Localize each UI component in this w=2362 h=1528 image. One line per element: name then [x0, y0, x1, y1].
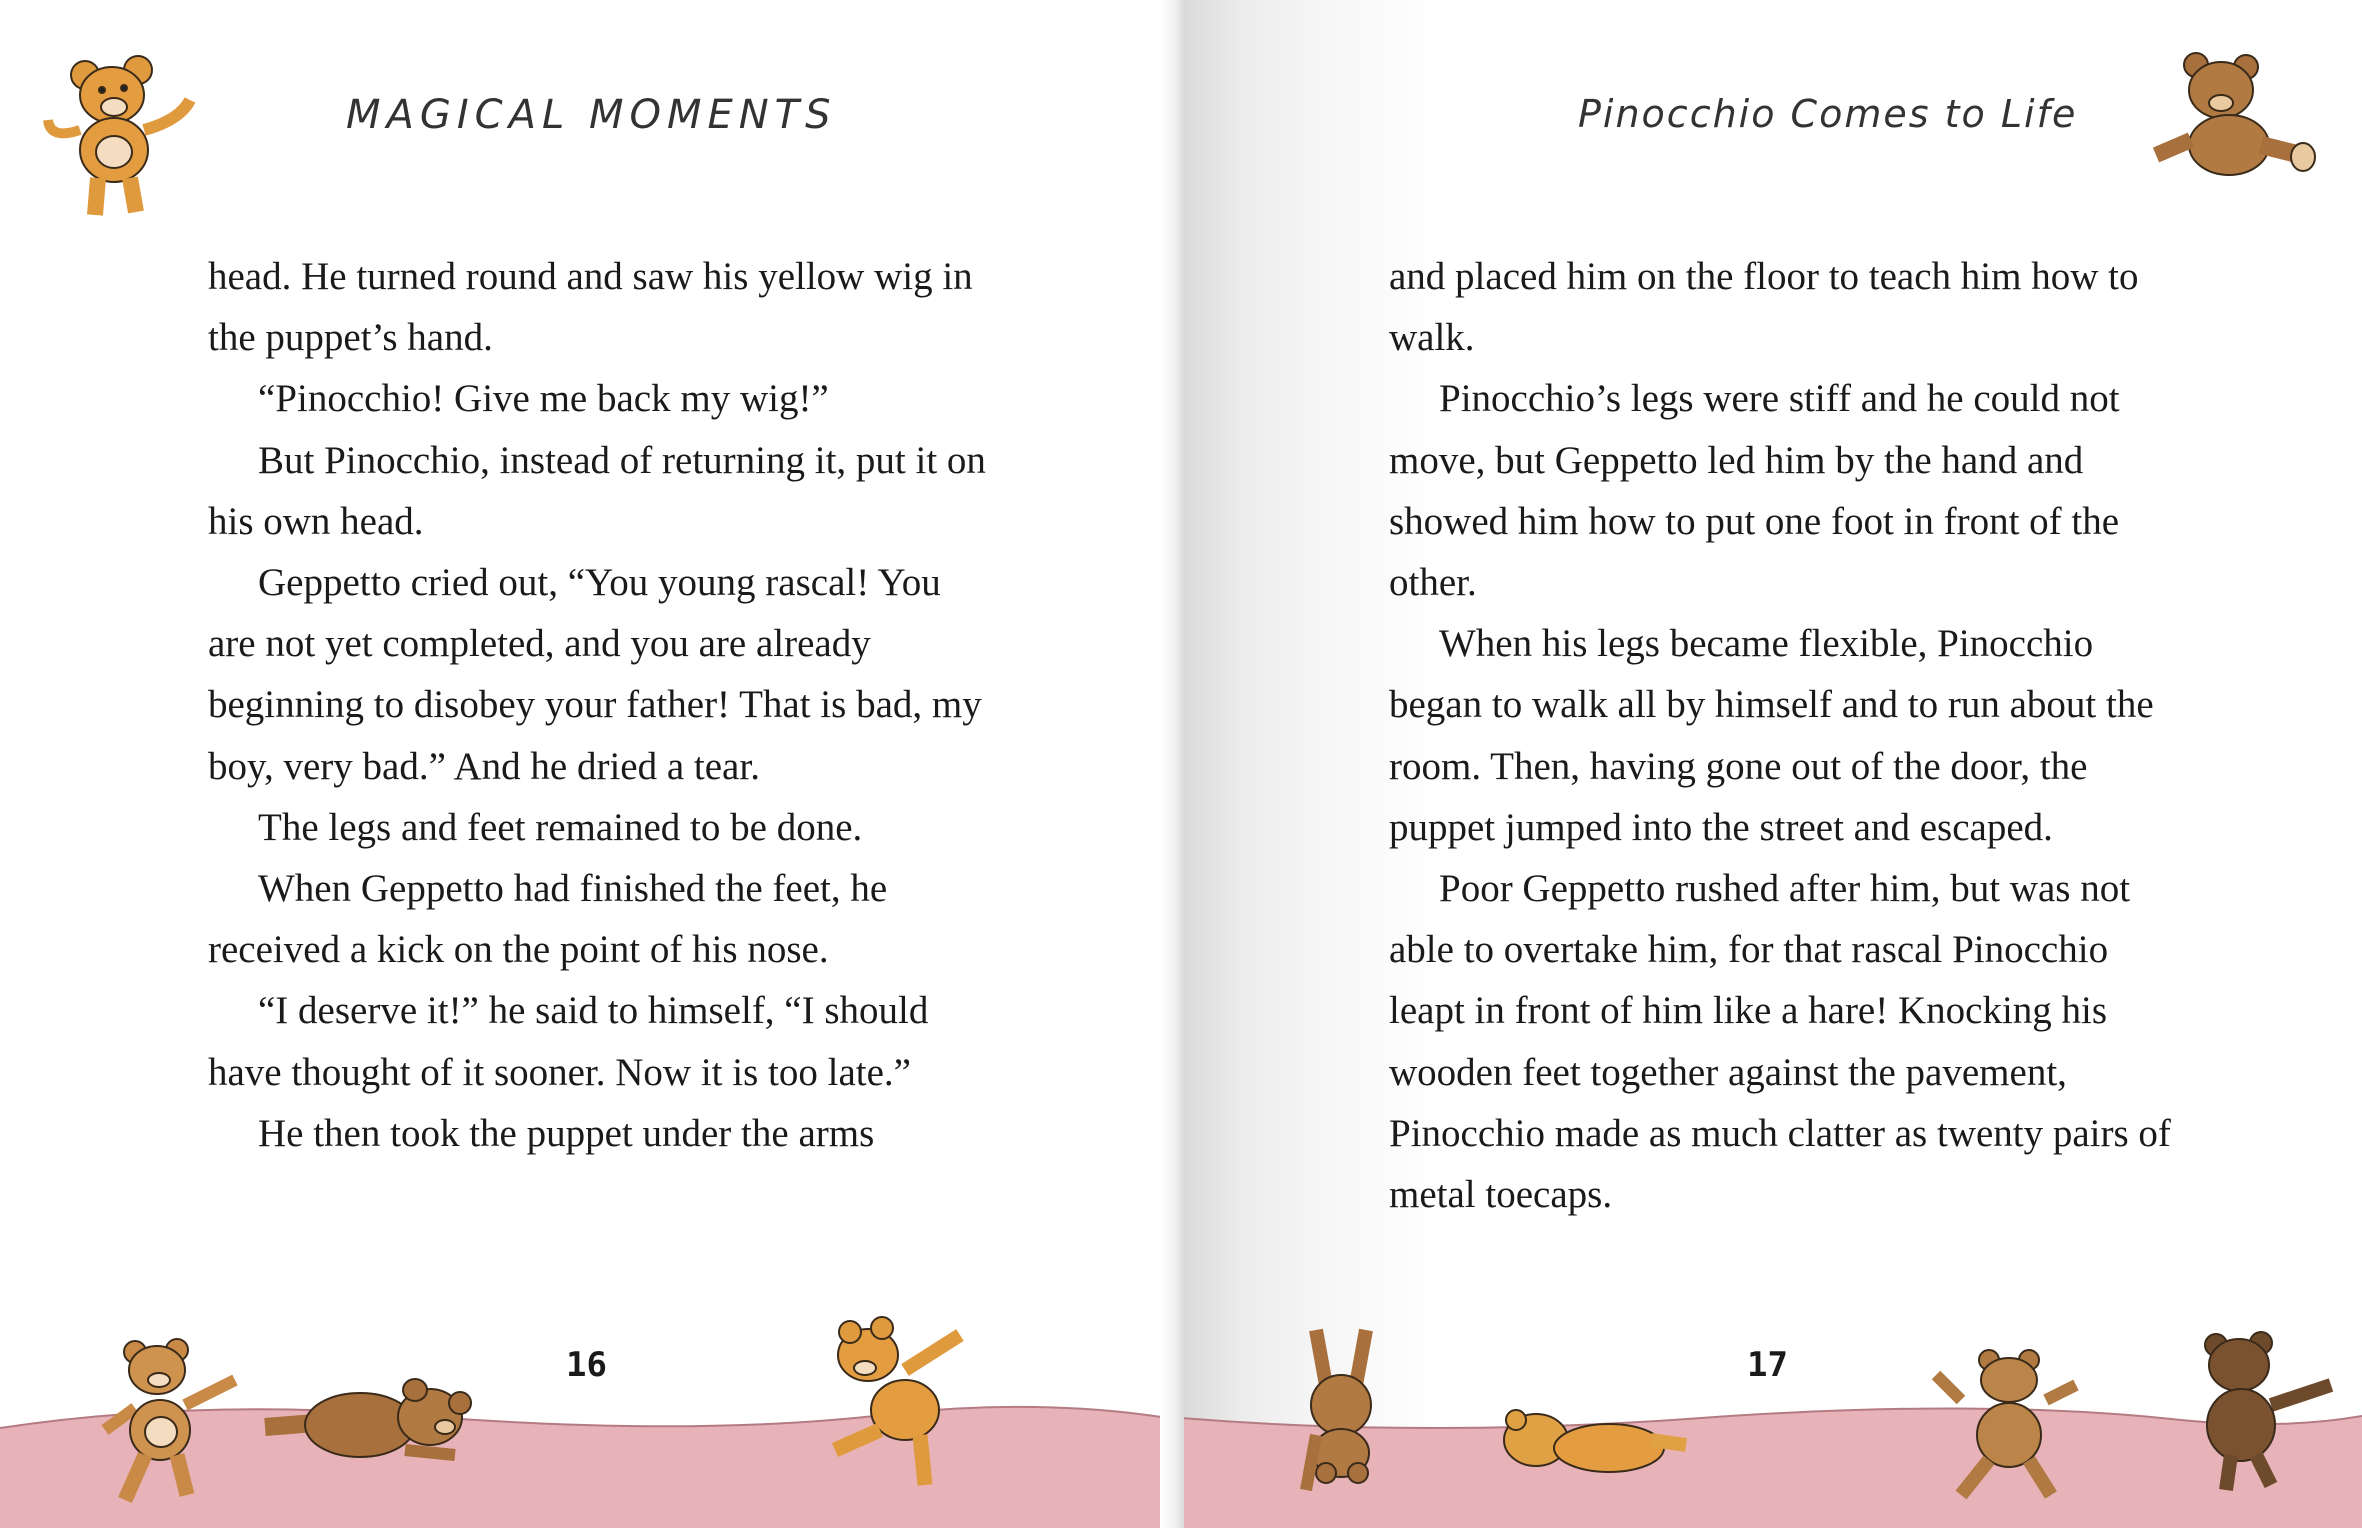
teddy-bear-sitting-illustration: [2141, 45, 2321, 195]
teddy-bear-handstand-illustration: [1286, 1315, 1396, 1500]
paragraph: The legs and feet remained to be done.: [258, 805, 863, 849]
paragraph: Poor Geppetto rushed after him, but was not able to overtake him, for that rascal Pinocchio leapt in front of him like a hare! Knocking his wooden feet together against the pavement, Pinocchio made as much clatter as twenty pairs of metal toecaps.: [1389, 867, 2171, 1217]
page-number-right: 17: [1747, 1345, 1788, 1385]
paragraph: He then took the puppet under the arms: [258, 1111, 875, 1155]
right-page-text: [1389, 246, 2179, 1225]
book-gutter: [1160, 0, 1184, 1528]
left-page-text: [208, 246, 998, 1164]
teddy-bear-jumping-illustration: [810, 1310, 980, 1500]
paragraph: “Pinocchio! Give me back my wig!”: [258, 377, 829, 421]
page-number-left: 16: [566, 1345, 607, 1385]
paragraph: When his legs became flexible, Pinocchio began to walk all by himself and to run about the room. Then, having gone out of the door, the puppet jumped into the street and escaped.: [1389, 622, 2154, 849]
paragraph: and placed him on the floor to teach him how to walk.: [1389, 255, 2139, 360]
teddy-bear-sleeping-illustration: [1491, 1400, 1691, 1480]
paragraph: “I deserve it!” he said to himself, “I should have thought of it sooner. Now it is too late.”: [208, 989, 929, 1094]
teddy-bear-lying-illustration: [255, 1365, 495, 1475]
paragraph: But Pinocchio, instead of returning it, put it on his own head.: [208, 438, 986, 543]
paragraph: head. He turned round and saw his yellow wig in the puppet’s hand.: [208, 255, 973, 360]
right-page: [1181, 0, 2362, 1528]
running-head-left: MAGICAL MOMENTS: [346, 92, 837, 138]
running-head-right: Pinocchio Comes to Life: [1578, 92, 2078, 136]
paragraph: Geppetto cried out, “You young rascal! You are not yet completed, and you are already beginning to disobey your father! That is bad, my boy, very bad.” And he dried a tear.: [208, 561, 982, 788]
teddy-bear-waving-illustration: [40, 50, 210, 225]
teddy-bear-dancing-illustration: [95, 1330, 245, 1515]
teddy-bear-spinning-illustration: [1931, 1345, 2081, 1505]
paragraph: When Geppetto had finished the feet, he received a kick on the point of his nose.: [208, 867, 888, 972]
teddy-bear-stretching-illustration: [2181, 1325, 2351, 1495]
paragraph: Pinocchio’s legs were stiff and he could not move, but Geppetto led him by the hand and showed him how to put one foot in front of the other.: [1389, 377, 2120, 605]
